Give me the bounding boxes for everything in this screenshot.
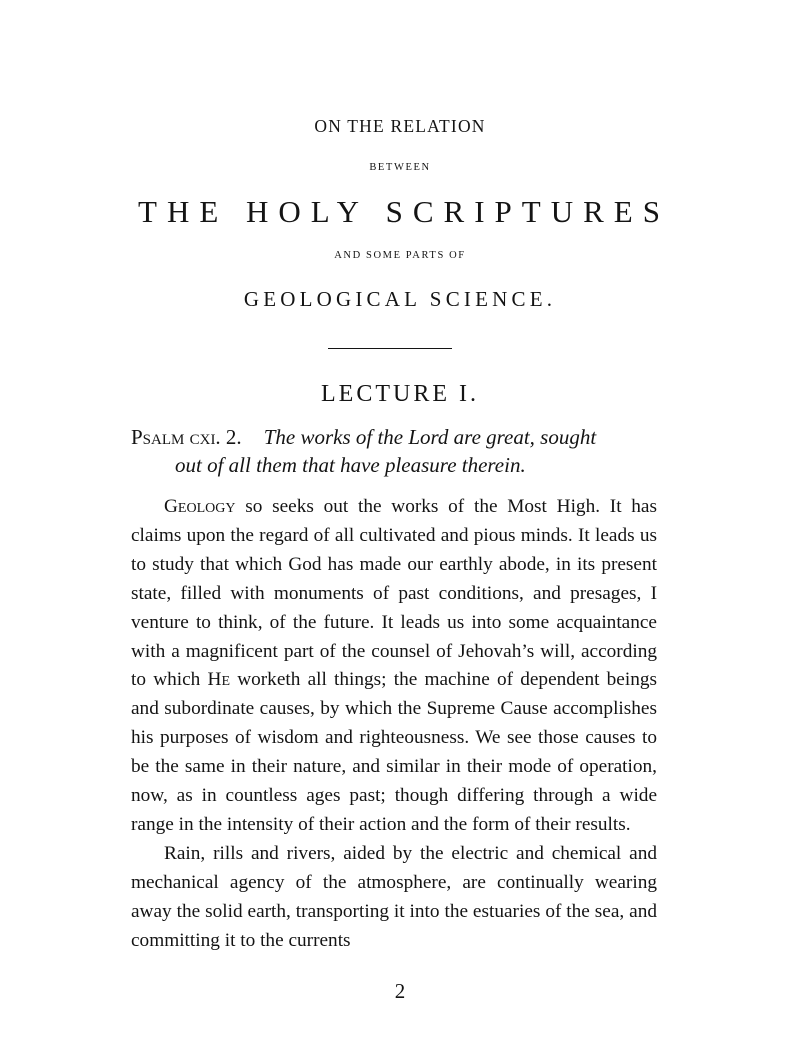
page-number: 2 (394, 979, 406, 1003)
paragraph-1-he: He (207, 669, 230, 691)
title-divider-rule (328, 348, 452, 349)
epigraph-reference: Psalm cxi. 2. (131, 425, 242, 449)
paragraph-2: Rain, rills and rivers, aided by the electric and chemical and mechanical agency of the atmosphere, are continually wearing away the solid earth, transporting it into the estuaries of the sea, and committing it to the currents (131, 842, 657, 951)
title-holy-scriptures: THE HOLY SCRIPTURES (138, 194, 670, 229)
title-geological-science: GEOLOGICAL SCIENCE. (243, 287, 557, 311)
paragraph-1-text-b: worketh all things; the machine of dependent beings and subordinate causes, by which the Supreme Cause accomplishes his purposes of wisdom and righteousness. We see those causes to be the same in their nature, and similar in their mode of operation, now, as in countless ages past; though differing through a wide range in the intensity of their action and the form of their results. (131, 669, 658, 835)
title-line-between: BETWEEN (369, 162, 431, 173)
epigraph-quote-line-1: The works of the Lord are great, sought (263, 425, 597, 449)
paragraph-1-lead-word: Geology (164, 496, 236, 517)
body-text (131, 493, 657, 956)
paragraph-1 (131, 493, 657, 840)
epigraph-line-1 (131, 425, 661, 450)
title-line-relation: ON THE RELATION (314, 116, 486, 136)
paragraph-1-text-a: so seeks out the works of the Most High. It has claims upon the regard of all cultivated and pious minds. It leads us to study that which God has made our earthly abode, in its present state, filled with monuments of past conditions, and presages, I venture to think, of the future. It leads us into some acquaintance with a magnificent part of the counsel of Jehovah’s will, according to which (131, 496, 657, 691)
epigraph-quote-line-2: out of all them that have pleasure therein. (175, 453, 526, 477)
title-line-and-some-parts: AND SOME PARTS OF (334, 250, 466, 261)
lecture-heading: LECTURE I. (321, 381, 479, 407)
